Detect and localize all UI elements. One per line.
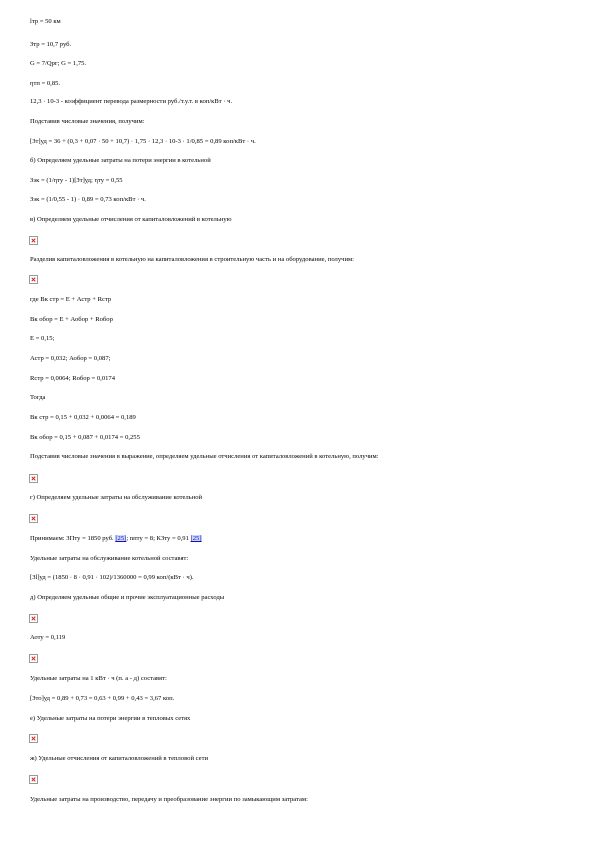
text-line: Разделив капиталовложения в котельную на капиталовложения в строительную часть и на оборудование, получим:	[30, 256, 354, 263]
formula-line: Rстр = 0,0064; Rобор = 0,0174	[30, 375, 116, 382]
text-line: Тогда	[30, 394, 46, 401]
text-segment: Принимаем: ЗПту = 1850 руб.	[30, 535, 116, 542]
text-line: ηтп = 0,85.	[30, 80, 61, 87]
broken-image-icon	[29, 614, 38, 623]
broken-image-icon	[29, 775, 38, 784]
formula-line: Аоту = 0,119	[30, 634, 66, 641]
section-heading: ж) Удельные отчисления от капиталовложений в тепловой сети	[30, 755, 209, 762]
text-line: G = 7/Qрг; G = 1,75.	[30, 60, 87, 67]
section-heading: е) Удельные затраты на потери энергии в тепловых сетях	[30, 715, 191, 722]
formula-line: Астр = 0,032; Аобор = 0,087;	[30, 355, 111, 362]
formula-line: Вк обор = Е + Аобор + Rобор	[30, 316, 113, 323]
text-line: Удельные затраты на обслуживание котельной составят:	[30, 555, 189, 562]
section-heading: д) Определяем удельные общие и прочие эксплуатационные расходы	[30, 594, 225, 601]
formula-line: Вк стр = 0,15 + 0,032 + 0,0064 = 0,189	[30, 414, 136, 421]
formula-line: Зэк = (1/ηту - 1)[Зт]уд; ηту = 0,55	[30, 177, 123, 184]
text-line: Подставив числовые значения, получим:	[30, 118, 145, 125]
reference-link[interactable]: [25]	[115, 535, 127, 542]
formula-line: Е = 0,15;	[30, 335, 55, 342]
formula-line: Вк обор = 0,15 + 0,087 + 0,0174 = 0,255	[30, 434, 140, 441]
formula-line: [Зто]уд = 0,89 + 0,73 = 0,63 + 0,99 + 0,43 = 3,67 коп.	[30, 695, 175, 702]
formula-line: [Зl]уд = (1850 · 8 · 0,91 · 102)/1360000 = 0,99 коп/(кВт · ч).	[30, 574, 194, 581]
formula-line: где Вк стр = Е + Астр + Rстр	[30, 296, 112, 303]
formula-line: Зэк = (1/0,55 - 1) · 0,89 = 0,73 коп/кВт · ч.	[30, 196, 146, 203]
section-heading: б) Определяем удельные затраты на потери энергии в котельной	[30, 157, 211, 164]
text-line: Подставив числовые значения в выражение, определяем удельные отчисления от капиталовложений в котельную, получим:	[30, 453, 379, 460]
section-heading: в) Определяем удельные отчисления от капиталовложений в котельную	[30, 216, 232, 223]
broken-image-icon	[29, 236, 38, 245]
text-line: Зтр = 10,7 руб.	[30, 41, 72, 48]
text-line: Удельные затраты на 1 кВт · ч (п. а - д) составят:	[30, 675, 167, 682]
broken-image-icon	[29, 654, 38, 663]
reference-link[interactable]: [25]	[190, 535, 202, 542]
text-segment: ; nпту = 8; КЗту = 0,91	[126, 535, 191, 542]
text-line: 12,3 · 10-3 - коэффициент перевода размерности руб./т.у.т. в коп/кВт · ч.	[30, 98, 233, 105]
text-line-with-references	[30, 535, 202, 543]
formula-line: [Зт]уд = 36 + (0,3 + 0,07 · 50 + 10,7) · 1,75 · 12,3 · 10-3 · 1/0,85 = 0,89 коп/кВт · ч.	[30, 138, 256, 145]
broken-image-icon	[29, 275, 38, 284]
broken-image-icon	[29, 734, 38, 743]
broken-image-icon	[29, 474, 38, 483]
section-heading: г) Определяем удельные затраты на обслуживание котельной	[30, 494, 203, 501]
broken-image-icon	[29, 514, 38, 523]
text-line: Удельные затраты на производство, передачу и преобразование энергии по замыкающим затратам:	[30, 796, 308, 803]
text-line: lтр = 50 км	[30, 18, 61, 25]
